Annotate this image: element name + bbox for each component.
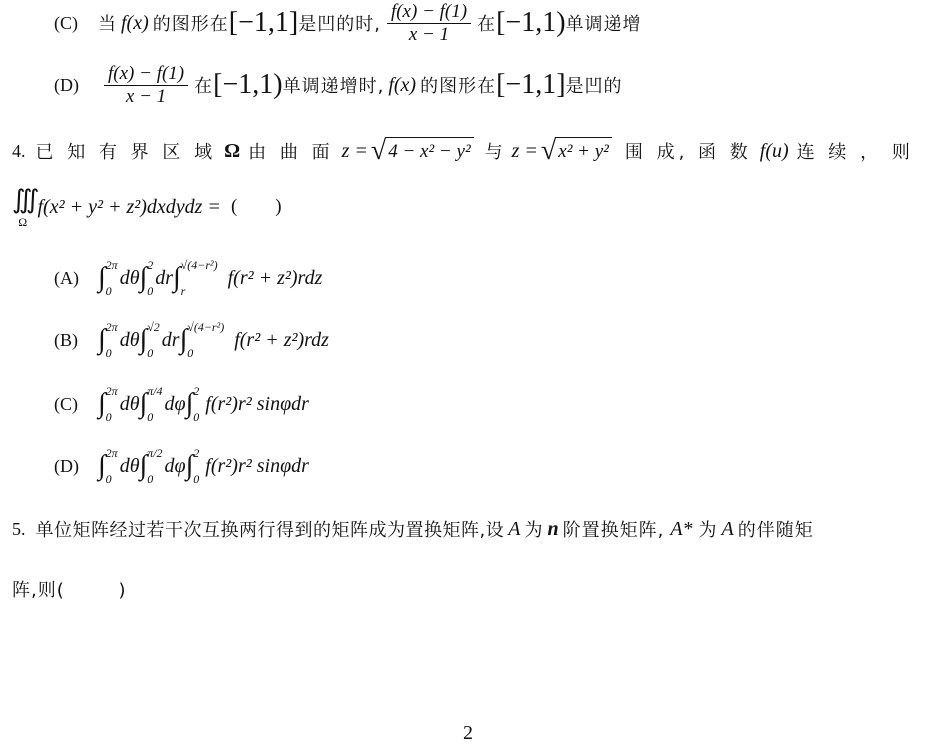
differential: dr	[155, 266, 173, 289]
integral-limits	[147, 259, 153, 297]
upper-limit: 2π	[105, 446, 118, 460]
triple-integral-sign: ∭	[12, 184, 34, 214]
integral-sign: ∫	[172, 262, 181, 293]
upper-limit: √(4−r²)	[187, 320, 225, 334]
integral-limits	[147, 321, 160, 359]
integral-limits	[106, 321, 118, 359]
math-z-eq: z =	[511, 139, 538, 162]
q3-option-c	[54, 0, 936, 46]
math-fx: f(x)	[121, 11, 149, 34]
integrand: f(r² + z²)rdz	[227, 266, 323, 289]
option-label: (C)	[54, 12, 78, 33]
upper-limit: 2π	[105, 384, 118, 398]
text: 连 续 ， 则	[796, 142, 914, 163]
triple-integral	[12, 185, 34, 230]
math-fx: f(x)	[388, 73, 417, 96]
fraction	[104, 63, 188, 108]
lower-limit: 0	[193, 472, 200, 486]
option-label: (B)	[54, 329, 78, 350]
integral-sign: ∫	[98, 324, 106, 355]
upper-limit: 2	[193, 384, 200, 398]
integrand: f(r²)r² sinφdr	[205, 454, 309, 477]
lower-limit: 0	[147, 410, 154, 424]
option-label: (A)	[54, 267, 79, 288]
lower-limit: r	[180, 284, 186, 298]
text: 是凹的	[565, 76, 623, 97]
integral-limits	[193, 447, 199, 485]
q5-stem-line2	[12, 566, 936, 612]
text: 是凹的时,	[298, 14, 381, 35]
text: 单调递增	[565, 14, 642, 35]
sqrt-expression	[371, 137, 474, 165]
upper-limit: √2	[147, 320, 160, 334]
lower-limit: 0	[105, 472, 112, 486]
answer-blank: ( )	[230, 196, 282, 217]
text: 单调递增时,	[282, 76, 385, 97]
q4-option-d	[54, 440, 936, 492]
text: 与	[484, 142, 504, 163]
sqrt-radicand: 4 − x² − y²	[386, 137, 473, 165]
integral-limits	[193, 385, 199, 423]
question-number: 5.	[12, 518, 26, 539]
lower-limit: 0	[147, 472, 154, 486]
fraction	[387, 1, 471, 46]
sqrt-radicand: x² + y²	[556, 137, 612, 165]
math-z-eq: z =	[341, 139, 368, 162]
lower-limit: 0	[147, 346, 154, 360]
page-number: 2	[463, 722, 473, 744]
text: 围 成, 函 数	[624, 142, 752, 163]
integral-sign: ∫	[185, 450, 194, 481]
integral-sign: ∫	[139, 262, 148, 293]
q4-stem-line1	[12, 128, 936, 174]
differential: dθ	[119, 328, 140, 351]
differential: dθ	[119, 266, 140, 289]
question-number: 4.	[12, 140, 26, 161]
math-A-star: A*	[670, 517, 693, 540]
q4-option-a	[54, 252, 936, 304]
upper-limit: 2	[193, 446, 200, 460]
integrand: f(x² + y² + z²)dxdydz =	[37, 195, 221, 218]
q3-option-d	[54, 62, 936, 108]
sqrt-expression	[541, 137, 612, 165]
differential: dθ	[119, 392, 140, 415]
text: 在	[477, 14, 497, 35]
text: 由 曲 面	[248, 142, 334, 163]
integral-limits	[181, 259, 218, 297]
integral-limits	[106, 447, 118, 485]
interval: [−1,1]	[496, 69, 566, 100]
math-fu: f(u)	[759, 139, 789, 162]
integrand: f(r²)r² sinφdr	[205, 392, 309, 415]
text: 阶置换矩阵,	[562, 520, 665, 541]
math-A: A	[721, 517, 734, 540]
integral-limits	[147, 447, 162, 485]
text: 已 知 有 界 区 域	[35, 142, 217, 163]
option-label: (D)	[54, 74, 79, 95]
sqrt-sign: √	[540, 135, 557, 166]
integral-limits	[106, 385, 118, 423]
q5-stem-line1	[12, 506, 936, 552]
text: 单位矩阵经过若干次互换两行得到的矩阵成为置换矩阵,设	[35, 520, 505, 541]
integral-limits	[187, 321, 224, 359]
integral-limits	[106, 259, 118, 297]
fraction-numerator: f(x) − f(1)	[387, 1, 471, 24]
lower-limit: 0	[193, 410, 200, 424]
lower-limit: 0	[105, 410, 112, 424]
integral-domain: Ω	[18, 214, 28, 229]
interval: [−1,1)	[496, 7, 566, 38]
text: 为	[524, 520, 544, 541]
upper-limit: π/2	[147, 446, 163, 460]
integral-sign: ∫	[139, 324, 148, 355]
math-n: n	[547, 517, 559, 540]
text: 的图形在	[420, 76, 497, 97]
q4-stem-line2	[12, 180, 936, 234]
option-label: (D)	[54, 455, 79, 476]
integral-sign: ∫	[98, 450, 106, 481]
q4-option-c	[54, 378, 936, 430]
lower-limit: 0	[187, 346, 194, 360]
fraction-denominator: x − 1	[125, 85, 167, 107]
q4-option-b	[54, 314, 936, 366]
text: 当	[98, 14, 117, 35]
lower-limit: 0	[105, 284, 112, 298]
upper-limit: √(4−r²)	[180, 258, 218, 272]
upper-limit: 2π	[105, 258, 118, 272]
integral-sign: ∫	[139, 388, 148, 419]
differential: dr	[161, 328, 180, 351]
integral-limits	[147, 385, 162, 423]
math-omega: Ω	[224, 139, 241, 162]
interval: [−1,1]	[228, 7, 299, 38]
text: 为	[698, 520, 718, 541]
text: 在	[194, 76, 214, 97]
lower-limit: 0	[147, 284, 154, 298]
integral-sign: ∫	[179, 324, 188, 355]
differential: dθ	[119, 454, 140, 477]
fraction-denominator: x − 1	[408, 23, 450, 45]
upper-limit: 2π	[105, 320, 118, 334]
integral-sign: ∫	[185, 388, 194, 419]
upper-limit: 2	[147, 258, 154, 272]
integral-sign: ∫	[98, 388, 106, 419]
differential: dφ	[164, 392, 186, 415]
interval: [−1,1)	[213, 69, 283, 100]
integrand: f(r² + z²)rdz	[234, 328, 329, 351]
text: 阵,则( )	[12, 580, 127, 601]
sqrt-sign: √	[370, 135, 387, 166]
lower-limit: 0	[105, 346, 112, 360]
text: 的图形在	[152, 14, 229, 35]
differential: dφ	[164, 454, 186, 477]
math-A: A	[508, 517, 521, 540]
fraction-numerator: f(x) − f(1)	[104, 63, 188, 86]
integral-sign: ∫	[139, 450, 148, 481]
text: 的伴随矩	[737, 520, 814, 541]
integral-sign: ∫	[98, 262, 106, 293]
upper-limit: π/4	[147, 384, 163, 398]
option-label: (C)	[54, 393, 78, 414]
